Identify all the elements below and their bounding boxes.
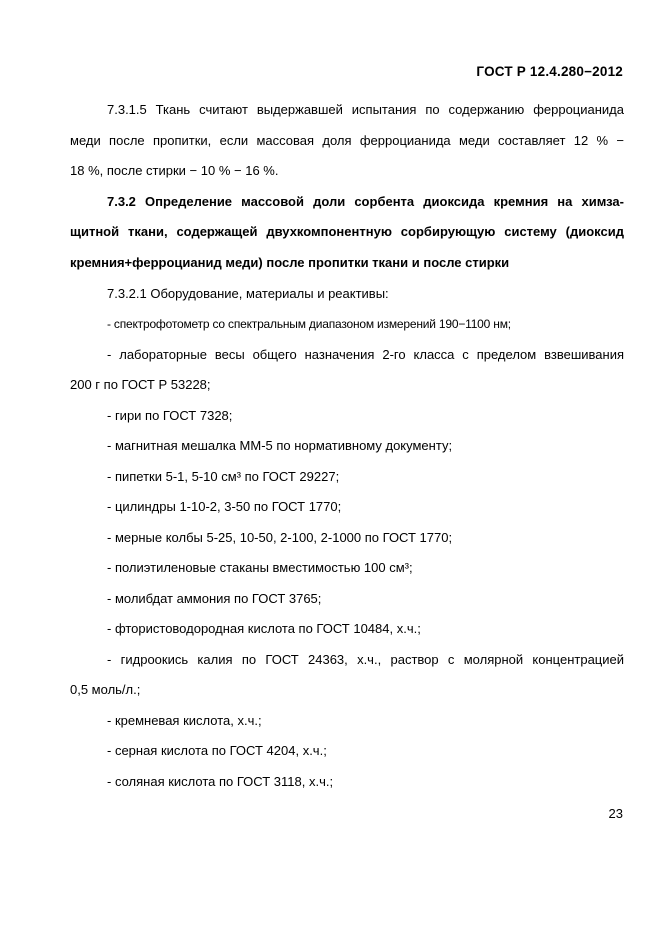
list-item-scales-line-2: 200 г по ГОСТ Р 53228; (70, 377, 211, 392)
list-item-ammonium-molybdate: - молибдат аммония по ГОСТ 3765; (107, 591, 322, 606)
section-heading-7-3-2-line-2: щитной ткани, содержащей двухкомпонентную сорбирующую систему (диоксид (70, 224, 624, 239)
list-item-magnetic-stirrer: - магнитная мешалка ММ-5 по нормативному документу; (107, 438, 453, 453)
paragraph-7-3-1-5-line-3: 18 %, после стирки − 10 % − 16 %. (70, 163, 279, 178)
document-code-header: ГОСТ Р 12.4.280−2012 (476, 64, 623, 79)
section-heading-7-3-2-line-1: 7.3.2 Определение массовой доли сорбента диоксида кремния на химза- (107, 194, 624, 209)
list-item-potassium-hydroxide-line-2: 0,5 моль/л.; (70, 682, 141, 697)
list-item-weights: - гири по ГОСТ 7328; (107, 408, 233, 423)
paragraph-7-3-1-5-line-1: 7.3.1.5 Ткань считают выдержавшей испытания по содержанию ферроцианида (107, 102, 624, 117)
list-item-hydrochloric-acid: - соляная кислота по ГОСТ 3118, х.ч.; (107, 774, 334, 789)
list-item-sulfuric-acid: - серная кислота по ГОСТ 4204, х.ч.; (107, 743, 327, 758)
list-item-silicic-acid: - кремневая кислота, х.ч.; (107, 713, 262, 728)
list-item-cylinders: - цилиндры 1-10-2, 3-50 по ГОСТ 1770; (107, 499, 342, 514)
list-item-volumetric-flasks: - мерные колбы 5-25, 10-50, 2-100, 2-1000 по ГОСТ 1770; (107, 530, 453, 545)
list-item-polyethylene-beakers: - полиэтиленовые стаканы вместимостью 100 см³; (107, 560, 413, 575)
page-number: 23 (608, 806, 623, 821)
list-item-spectrophotometer: - спектрофотометр со спектральным диапазоном измерений 190−1100 нм; (107, 317, 511, 331)
list-item-potassium-hydroxide-line-1: - гидроокись калия по ГОСТ 24363, х.ч., раствор с молярной концентрацией (107, 652, 624, 667)
paragraph-7-3-2-1: 7.3.2.1 Оборудование, материалы и реактивы: (107, 286, 389, 301)
list-item-pipettes: - пипетки 5-1, 5-10 см³ по ГОСТ 29227; (107, 469, 340, 484)
list-item-hydrofluoric-acid: - фтористоводородная кислота по ГОСТ 10484, х.ч.; (107, 621, 421, 636)
section-heading-7-3-2-line-3: кремния+ферроцианид меди) после пропитки ткани и после стирки (70, 255, 510, 270)
paragraph-7-3-1-5-line-2: меди после пропитки, если массовая доля ферроцианида меди составляет 12 % − (70, 133, 624, 148)
list-item-scales-line-1: - лабораторные весы общего назначения 2-го класса с пределом взвешивания (107, 347, 624, 362)
